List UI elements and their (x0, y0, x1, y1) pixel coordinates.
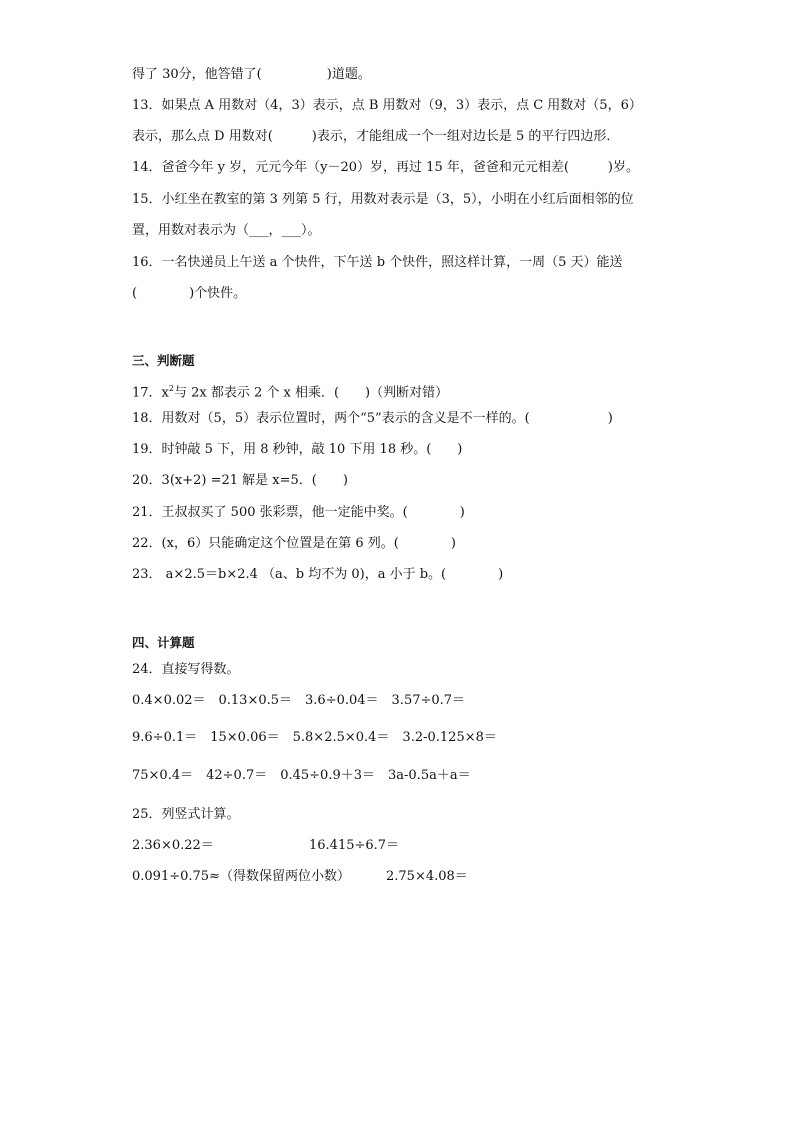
q20: 20．3(x+2) =21 解是 x=5．( ) (132, 473, 348, 488)
q21: 21．王叔叔买了 500 张彩票，他一定能中奖。( ) (132, 505, 465, 520)
vertical-calc-1: 2.36×0.22＝ (132, 838, 214, 853)
q23: 23． a×2.5＝b×2.4 （a、b 均不为 0)，a 小于 b。( ) (132, 567, 504, 582)
q19: 19．时钟敲 5 下，用 8 秒钟，敲 10 下用 18 秒。( ) (132, 442, 463, 457)
q17-start: 17．x (132, 385, 169, 401)
vertical-calc-2: 16.415÷6.7＝ (309, 838, 400, 853)
vertical-calc-4: 2.75×4.08＝ (386, 869, 468, 884)
q17-superscript: 2 (168, 384, 174, 393)
q17-end: 与 2x 都表示 2 个 x 相乘．( )（判断对错） (173, 385, 449, 401)
q16-line2: ( )个快件。 (132, 286, 247, 301)
q13-line1: 13．如果点 A 用数对（4，3）表示，点 B 用数对（9，3）表示，点 C 用数对（5，6） (132, 98, 642, 113)
calc-row-1: 0.4×0.02＝ 0.13×0.5＝ 3.6÷0.04＝ 3.57÷0.7＝ (132, 693, 466, 708)
q22: 22．(x，6）只能确定这个位置是在第 6 列。( ) (132, 536, 456, 551)
q13-line2: 表示，那么点 D 用数对( )表示，才能组成一个一组对边长是 5 的平行四边形． (132, 129, 620, 144)
q15-line2: 置，用数对表示为（___，___）。 (132, 223, 321, 238)
vertical-calc-3: 0.091÷0.75≈（得数保留两位小数） (132, 869, 350, 884)
q15-line1: 15．小红坐在教室的第 3 列第 5 行，用数对表示是（3，5），小明在小红后面相邻的位 (132, 192, 634, 207)
q16-line1: 16．一名快递员上午送 a 个快件，下午送 b 个快件，照这样计算，一周（5 天）能送 (132, 255, 623, 270)
q12-tail: 得了 30分，他答错了( )道题。 (132, 67, 371, 82)
q14: 14．爸爸今年 y 岁，元元今年（y－20）岁，再过 15 年，爸爸和元元相差( )岁。 (132, 160, 639, 175)
q17 (132, 380, 448, 402)
q18: 18．用数对（5，5）表示位置时，两个“5”表示的含义是不一样的。( ) (132, 411, 613, 426)
q25: 25．列竖式计算。 (132, 807, 240, 822)
calc-row-2: 9.6÷0.1＝ 15×0.06＝ 5.8×2.5×0.4＝ 3.2-0.125×8＝ (132, 730, 497, 745)
calc-row-3: 75×0.4＝ 42÷0.7＝ 0.45÷0.9＋3＝ 3a-0.5a＋a＝ (132, 768, 471, 783)
section4-heading: 四、计算题 (132, 635, 195, 650)
section3-heading: 三、判断题 (132, 353, 195, 368)
q24: 24．直接写得数。 (132, 662, 240, 677)
